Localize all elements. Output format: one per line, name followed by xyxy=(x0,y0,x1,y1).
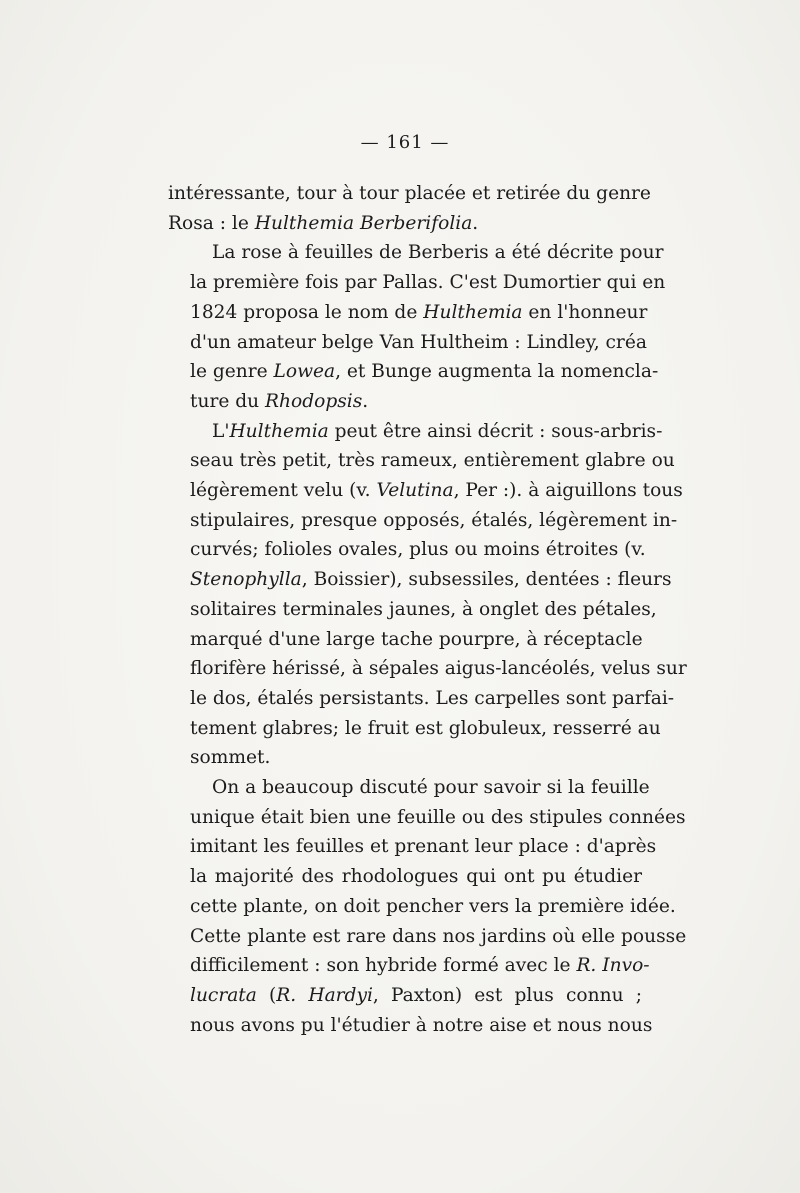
text-line: Stenophylla, Boissier), subsessiles, dentées : fleurs xyxy=(190,569,672,591)
text-line: difficilement : son hybride formé avec le R. Invo- xyxy=(190,955,650,977)
text-line: imitant les feuilles et prenant leur place : d'après xyxy=(190,836,657,858)
text-line: la majorité des rhodologues qui ont pu étudier xyxy=(190,866,642,888)
text-line: La rose à feuilles de Berberis a été décrite pour xyxy=(212,242,664,264)
text-line: unique était bien une feuille ou des stipules connées xyxy=(190,806,686,828)
text-line: le genre Lowea, et Bunge augmenta la nomencla- xyxy=(190,361,659,383)
text-line: cette plante, on doit pencher vers la première idée. xyxy=(190,895,676,917)
text-line: sommet. xyxy=(190,747,271,769)
text-line: tement glabres; le fruit est globuleux, resserré au xyxy=(190,717,661,739)
text-line: Rosa : le Hulthemia Berberifolia. xyxy=(168,212,479,234)
text-line: seau très petit, très rameux, entièrement glabre ou xyxy=(190,450,675,472)
text-line: L'Hulthemia peut être ainsi décrit : sous-arbris- xyxy=(212,420,663,442)
text-line: intéressante, tour à tour placée et retirée du genre xyxy=(168,183,651,204)
text-line: marqué d'une large tache pourpre, à réceptacle xyxy=(190,628,643,650)
text-block xyxy=(168,128,687,1040)
text-line: ture du Rhodopsis. xyxy=(190,390,369,412)
text-line: la première fois par Pallas. C'est Dumortier qui en xyxy=(190,272,666,294)
text-line: Cette plante est rare dans nos jardins où elle pousse xyxy=(190,925,687,947)
paragraph-1 xyxy=(168,179,651,238)
page-number: — 161 — xyxy=(360,132,450,153)
body-text xyxy=(168,179,687,1040)
text-line: stipulaires, presque opposés, étalés, légèrement in- xyxy=(190,509,678,531)
text-line: curvés; folioles ovales, plus ou moins étroites (v. xyxy=(190,539,646,561)
paragraph-4 xyxy=(168,773,687,1040)
text-line: 1824 proposa le nom de Hulthemia en l'honneur xyxy=(190,301,648,323)
text-line: lucrata (R. Hardyi, Paxton) est plus connu ; xyxy=(190,984,642,1006)
text-line: légèrement velu (v. Velutina, Per :). à aiguillons tous xyxy=(190,480,683,502)
text-line: florifère hérissé, à sépales aigus-lancéolés, velus sur xyxy=(190,658,687,680)
text-line: le dos, étalés persistants. Les carpelles sont parfai- xyxy=(190,687,675,709)
text-line: solitaires terminales jaunes, à onglet des pétales, xyxy=(190,598,657,620)
text-line: nous avons pu l'étudier à notre aise et nous nous xyxy=(190,1014,653,1036)
text-line: On a beaucoup discuté pour savoir si la feuille xyxy=(212,777,650,799)
text-line: d'un amateur belge Van Hultheim : Lindley, créa xyxy=(190,331,647,353)
paragraph-3 xyxy=(168,417,687,773)
paragraph-2 xyxy=(168,238,666,416)
